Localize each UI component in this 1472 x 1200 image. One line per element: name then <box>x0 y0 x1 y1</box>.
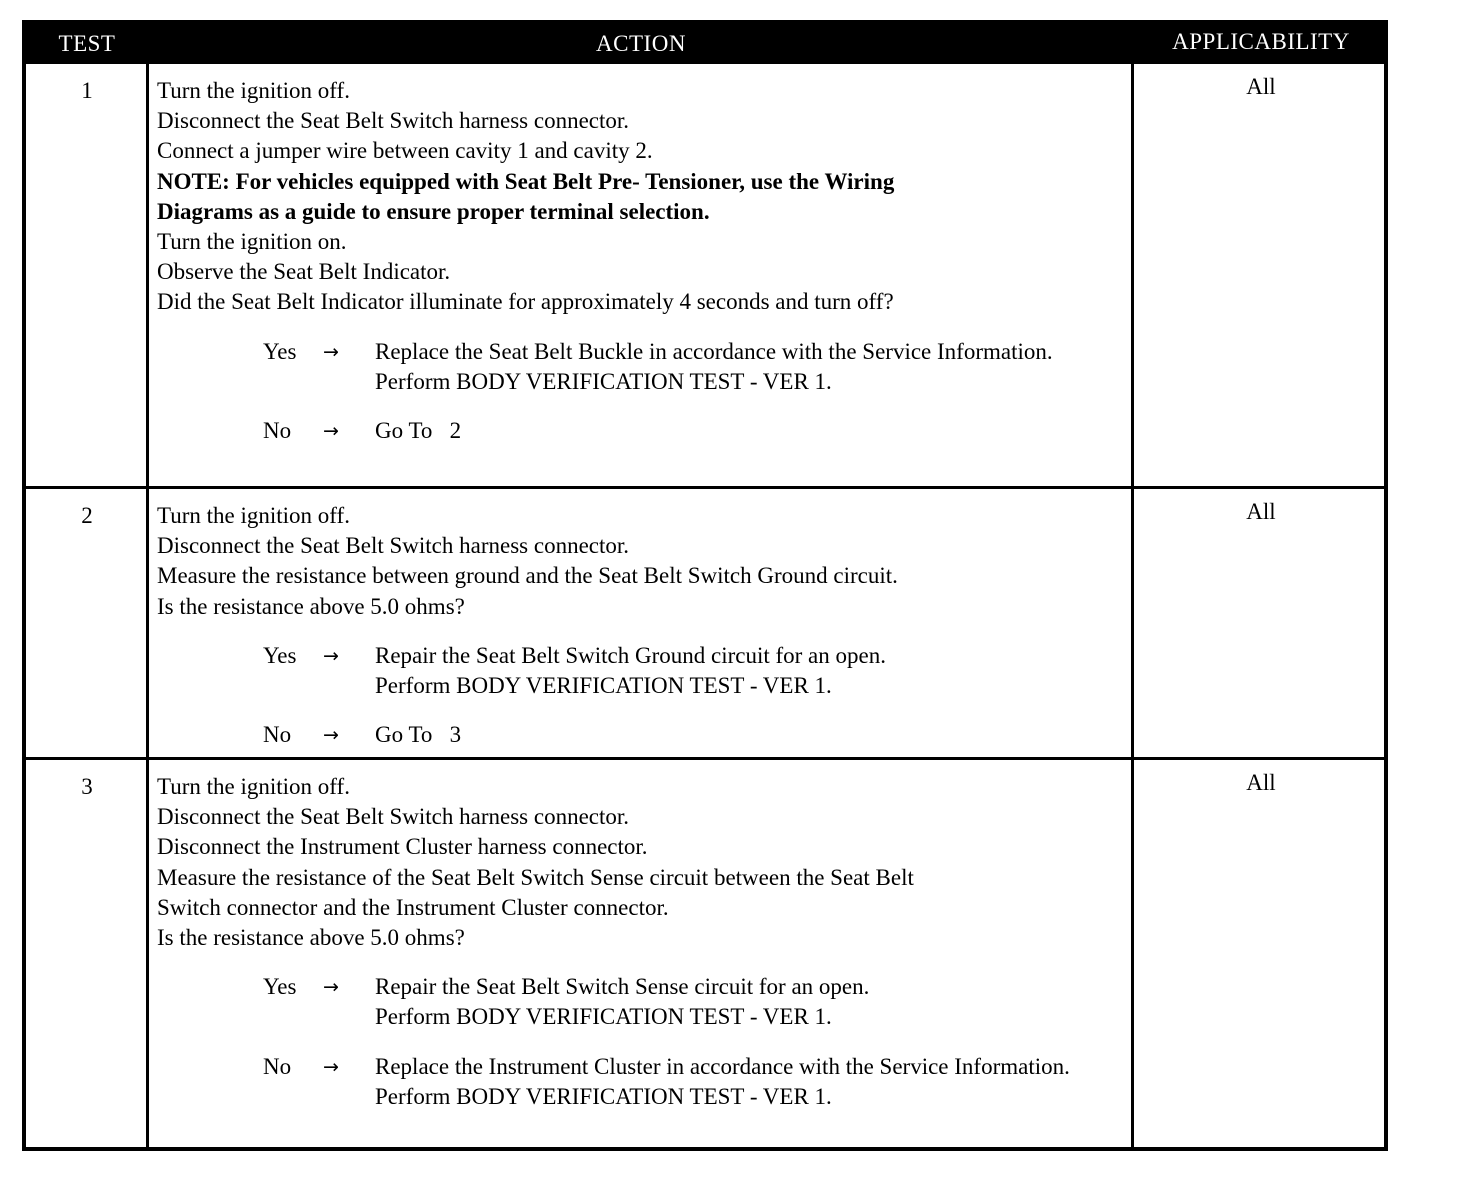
right-arrow-icon: → <box>323 1055 339 1078</box>
action-cell <box>146 64 1134 486</box>
no-label: No <box>263 418 292 444</box>
note-text: Diagrams as a guide to ensure proper terminal selection. <box>157 198 710 224</box>
step-text: Observe the Seat Belt Indicator. <box>157 259 451 285</box>
step-text: Disconnect the Instrument Cluster harness connector. <box>157 834 648 860</box>
no-result-text: Replace the Instrument Cluster in accordance with the Service Information. <box>375 1053 1070 1079</box>
yes-label: Yes <box>263 338 297 364</box>
step-text: Measure the resistance between ground and the Seat Belt Switch Ground circuit. <box>157 563 898 589</box>
no-label: No <box>263 1053 292 1079</box>
step-text: Turn the ignition off. <box>157 78 350 103</box>
table-row <box>26 757 1384 1147</box>
step-text: Switch connector and the Instrument Cluster connector. <box>157 894 669 920</box>
test-number: 3 <box>81 774 93 799</box>
yes-result-text: Replace the Seat Belt Buckle in accordance with the Service Information. <box>375 338 1053 364</box>
test-number: 1 <box>81 78 93 103</box>
yes-label: Yes <box>263 974 297 1000</box>
step-text: Disconnect the Seat Belt Switch harness connector. <box>157 108 630 134</box>
question-text: Is the resistance above 5.0 ohms? <box>157 593 465 619</box>
no-branch <box>157 1052 1125 1112</box>
header-test: TEST <box>58 31 116 56</box>
applicability-value: All <box>1246 74 1276 99</box>
right-arrow-icon: → <box>323 976 339 999</box>
applicability-value: All <box>1246 499 1276 524</box>
action-cell <box>146 489 1134 757</box>
step-text: Disconnect the Seat Belt Switch harness connector. <box>157 804 630 830</box>
applicability-value: All <box>1246 770 1276 795</box>
yes-result-text: Repair the Seat Belt Switch Sense circuit for an open. <box>375 974 870 1000</box>
note-text: NOTE: For vehicles equipped with Seat Belt Pre- Tensioner, use the Wiring <box>157 168 895 194</box>
yes-result-text: Repair the Seat Belt Switch Ground circuit for an open. <box>375 642 886 668</box>
step-text: Disconnect the Seat Belt Switch harness connector. <box>157 533 630 559</box>
yes-branch <box>157 972 1125 1032</box>
step-text: Measure the resistance of the Seat Belt Switch Sense circuit between the Seat Belt <box>157 864 914 890</box>
yes-branch <box>157 641 1125 701</box>
no-result-text: Go To 3 <box>375 722 462 748</box>
yes-perform-text: Perform BODY VERIFICATION TEST - VER 1. <box>375 368 832 394</box>
question-text: Is the resistance above 5.0 ohms? <box>157 925 465 951</box>
diagnostic-test-table <box>22 20 1388 1151</box>
no-perform-text: Perform BODY VERIFICATION TEST - VER 1. <box>375 1083 832 1109</box>
yes-perform-text: Perform BODY VERIFICATION TEST - VER 1. <box>375 673 832 699</box>
step-text: Turn the ignition on. <box>157 229 347 255</box>
right-arrow-icon: → <box>323 340 339 363</box>
step-text: Connect a jumper wire between cavity 1 and cavity 2. <box>157 138 653 164</box>
table-row <box>26 64 1384 486</box>
header-applicability: APPLICABILITY <box>1172 29 1350 54</box>
right-arrow-icon: → <box>323 724 339 747</box>
table-header <box>26 24 1384 64</box>
test-number: 2 <box>81 503 93 528</box>
no-branch <box>157 416 1125 446</box>
header-action: ACTION <box>596 31 686 56</box>
question-text: Did the Seat Belt Indicator illuminate for approximately 4 seconds and turn off? <box>157 289 894 315</box>
right-arrow-icon: → <box>323 644 339 667</box>
right-arrow-icon: → <box>323 420 339 443</box>
step-text: Turn the ignition off. <box>157 503 350 528</box>
step-text: Turn the ignition off. <box>157 774 350 799</box>
yes-label: Yes <box>263 642 297 668</box>
yes-branch <box>157 337 1125 397</box>
no-label: No <box>263 722 292 748</box>
table-row <box>26 486 1384 757</box>
action-cell <box>146 760 1134 1147</box>
no-result-text: Go To 2 <box>375 418 462 444</box>
no-branch <box>157 720 1125 750</box>
yes-perform-text: Perform BODY VERIFICATION TEST - VER 1. <box>375 1004 832 1030</box>
